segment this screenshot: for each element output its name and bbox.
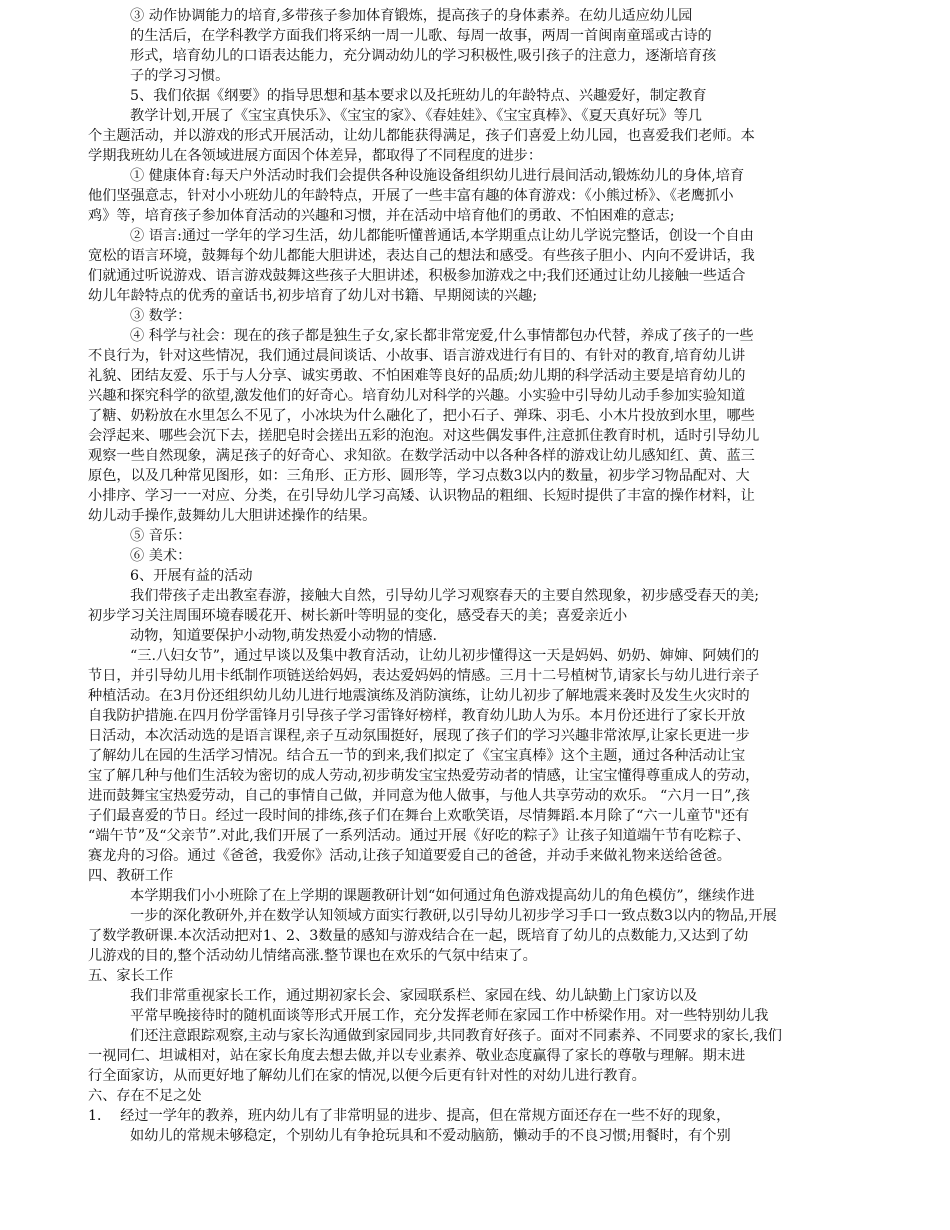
text-line: 宽松的语言环境，鼓舞每个幼儿都能大胆讲述，表达自己的想法和感受。有些孩子胆小、内向不爱讲话，我: [88, 248, 755, 264]
text-line: 动物，知道要保护小动物,萌发热爱小动物的情感.: [130, 628, 437, 644]
text-line: 观察一些自然现象，满足孩子的好奇心、求知欲。在数学活动中以各种各样的游戏让幼儿感知红、黄、蓝三: [88, 448, 755, 464]
text-line: 们就通过听说游戏、语言游戏鼓舞这些孩子大胆讲述，积极参加游戏之中;我们还通过让幼儿接触一些适合: [88, 268, 746, 284]
text-line: ③ 动作协调能力的培育,多带孩子参加体育锻炼，提高孩子的身体素养。在幼儿适应幼儿园: [130, 8, 693, 24]
text-line: 一步的深化教研外,并在数学认知领域方面实行教研,以引导幼儿初步学习手口一致点数3以内的物品,开展: [130, 908, 777, 924]
text-line: 赛龙舟的习俗。通过《爸爸，我爱你》活动,让孩子知道要爱自己的爸爸，并动手来做礼物来送给爸爸。: [88, 848, 731, 864]
text-line: 宝了解几种与他们生活较为密切的成人劳动,初步萌发宝宝热爱劳动者的情感，让宝宝懂得尊重成人的劳动，: [88, 768, 760, 784]
text-line: 种植活动。在3月份还组织幼儿幼儿进行地震演练及消防演练，让幼儿初步了解地震来袭时及发生火灾时的: [88, 688, 750, 704]
text-line: 了数学教研课.本次活动把对1、2、3数量的感知与游戏结合在一起，既培育了幼儿的点数能力,又达到了幼: [88, 928, 749, 944]
text-line: 兴趣和探究科学的欲望,激发他们的好奇心。培育幼儿对科学的兴趣。小实验中引导幼儿动手参加实验知道: [88, 388, 746, 404]
text-line: 小排序、学习一一对应、分类，在引导幼儿学习高矮、认识物品的粗细、长短时提供了丰富的操作材料，让: [88, 488, 755, 504]
text-line: 他们坚强意志，针对小小班幼儿的年龄特点，开展了一些丰富有趣的体育游戏：《小熊过桥》、《老鹰抓小: [88, 188, 734, 204]
section-heading: 1． 经过一学年的教养，班内幼儿有了非常明显的进步、提高，但在常规方面还存在一些不好的现象，: [88, 1108, 731, 1124]
text-line: 形式，培育幼儿的口语表达能力，充分调动幼儿的学习积极性,吸引孩子的注意力，逐渐培育孩: [130, 48, 717, 64]
text-line: 会浮起来、哪些会沉下去，搓肥皂时会搓出五彩的泡泡。对这些偶发事件,注意抓住教育时机，适时引导幼儿: [88, 428, 760, 444]
text-line: 行全面家访，从而更好地了解幼儿们在家的情况,以便今后更有针对性的对幼儿进行教育。: [88, 1068, 646, 1084]
text-line: 的生活后，在学科教学方面我们将采纳一周一儿歌、每周一故事，两周一首闽南童瑶或古诗的: [130, 28, 712, 44]
text-line: 日活动，本次活动选的是语言课程,亲子互动氛围挺好，展现了孩子们的学习兴趣非常浓厚,让家长更进一步: [88, 728, 750, 744]
text-line: 子们最喜爱的节日。经过一段时间的排练,孩子们在舞台上欢歌笑语，尽情舞蹈.本月除了“六一儿童节"还有: [88, 808, 750, 824]
text-line: 自我防护措施.在四月份学雷锋月引导孩子学习雷锋好榜样，教育幼儿助人为乐。本月份还进行了家长开放: [88, 708, 746, 724]
text-line: 们还注意跟踪观察,主动与家长沟通做到家园同步,共同教育好孩子。面对不同素养、不同要求的家长,我们: [130, 1028, 782, 1044]
text-line: “三.八妇女节”，通过早谈以及集中教育活动，让幼儿初步懂得这一天是妈妈、奶奶、婶婶、阿姨们的: [130, 648, 760, 664]
text-line: 一视同仁、坦诚相对，站在家长角度去想去做,并以专业素养、敬业态度赢得了家长的尊敬与理解。期末进: [88, 1048, 746, 1064]
text-line: 不良行为，针对这些情况，我们通过晨间谈话、小故事、语言游戏进行有目的、有针对的教育,培育幼儿讲: [88, 348, 746, 364]
text-line: 我们带孩子走出教室春游，接触大自然，引导幼儿学习观察春天的主要自然现象，初步感受春天的美;: [130, 588, 760, 604]
text-line: 四、教研工作: [88, 868, 174, 884]
text-line: ④ 科学与社会：现在的孩子都是独生子女,家长都非常宠爱,什么事情都包办代替，养成了孩子的一些: [130, 328, 754, 344]
text-line: 个主题活动，并以游戏的形式开展活动，让幼儿都能获得满足，孩子们喜爱上幼儿园，也喜爱我们老师。本: [88, 128, 755, 144]
text-line: 如幼儿的常规未够稳定，个别幼儿有争抢玩具和不爱动脑筋，懒动手的不良习惯;用餐时，有个别: [130, 1128, 731, 1144]
text-line: ⑤ 音乐：: [130, 528, 192, 544]
text-line: 六、存在不足之处: [88, 1088, 202, 1104]
text-line: ① 健康体育:每天户外活动时我们会提供各种设施设备组织幼儿进行晨间活动,锻炼幼儿的身体,培育: [130, 168, 745, 184]
text-line: 初步学习关注周围环境春暖花开、树长新叶等明显的变化，感受春天的美；喜爱亲近小: [88, 608, 628, 624]
text-line: 平常早晚接待时的随机面谈等形式开展工作，充分发挥老师在家园工作中桥梁作用。对一些特别幼儿我: [130, 1008, 769, 1024]
section-heading: 我们非常重视家长工作，通过期初家长会、家园联系栏、家园在线、幼儿缺勤上门家访以及: [130, 988, 698, 1004]
text-line: ③ 数学：: [130, 308, 192, 324]
text-line: “端午节”及“父亲节”.对此,我们开展了一系列活动。通过开展《好吃的粽子》让孩子知道端午节有吃粽子、: [88, 828, 751, 844]
text-line: 幼儿动手操作,鼓舞幼儿大胆讲述操作的结果。: [88, 508, 377, 524]
text-line: 子的学习习惯。: [130, 68, 230, 84]
text-line: 儿游戏的目的,整个活动幼儿情绪高涨.整节课也在欢乐的气氛中结束了。: [88, 948, 537, 964]
text-line: ⑥ 美术：: [130, 548, 192, 564]
text-line: 学期我班幼儿在各领域进展方面因个体差异，都取得了不同程度的进步：: [88, 148, 543, 164]
text-line: 了糖、奶粉放在水里怎么不见了，小冰块为什么融化了，把小石子、弹珠、羽毛、小木片投放到水里，哪些: [88, 408, 755, 424]
text-line: 礼貌、团结友爱、乐于与人分享、诚实勇敢、不怕困难等良好的品质;幼儿期的科学活动主要是培育幼儿的: [88, 368, 746, 384]
text-line: 教学计划,开展了《宝宝真快乐》、《宝宝的家》、《春娃娃》、《宝宝真棒》、《夏天真好玩》等几: [130, 108, 702, 124]
text-line: 幼儿年龄特点的优秀的童话书,初步培育了幼儿对书籍、早期阅读的兴趣;: [88, 288, 538, 304]
section-heading: 本学期我们小小班除了在上学期的课题教研计划“如何通过角色游戏提高幼儿的角色模仿”，继续作进: [130, 888, 755, 904]
text-line: 节日，并引导幼儿用卡纸制作项链送给妈妈，表达爱妈妈的情感。三月十二号植树节,请家长与幼儿进行亲子: [88, 668, 760, 684]
text-line: 了解幼儿在园的生活学习情况。结合五一节的到来,我们拟定了《宝宝真棒》这个主题，通过各种活动让宝: [88, 748, 746, 764]
section-heading: 6、开展有益的活动: [130, 568, 253, 584]
text-line: 进而鼓舞宝宝热爱劳动，自己的事情自己做，并同意为他人做事，与他人共享劳动的欢乐。 “六月一日”,孩: [88, 788, 750, 804]
text-line: 5、我们依据《纲要》的指导思想和基本要求以及托班幼儿的年龄特点、兴趣爱好，制定教育: [130, 88, 707, 104]
text-line: 原色，以及几种常见图形，如：三角形、正方形、圆形等，学习点数3以内的数量，初步学习物品配对、大: [88, 468, 750, 484]
text-line: 五、家长工作: [88, 968, 174, 984]
text-line: 鸡》等，培育孩子参加体育活动的兴趣和习惯，并在活动中培育他们的勇敢、不怕困难的意志;: [88, 208, 675, 224]
text-line: ② 语言:通过一学年的学习生活，幼儿都能听懂普通话,本学期重点让幼儿学说完整话，创设一个自由: [130, 228, 754, 244]
